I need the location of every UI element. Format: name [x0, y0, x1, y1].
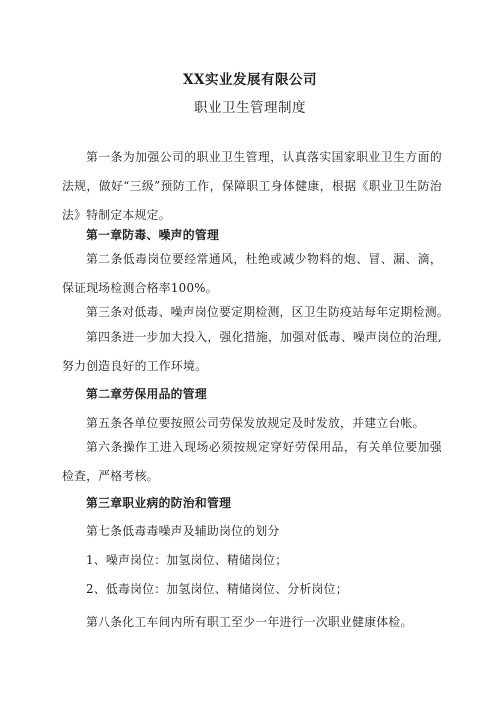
list-item-2: 2、低毒岗位：加氢岗位、精储岗位、分析岗位； — [86, 582, 348, 596]
document-title: 职业卫生管理制度 — [194, 100, 306, 116]
list-item-1: 1、噪声岗位：加氢岗位、精储岗位； — [86, 553, 288, 567]
article-2: 第二条低毒岗位要经常通风，杜绝或减少物料的炮、冒、漏、滴，保证现场检测合格率100%。 — [62, 252, 442, 295]
article-7: 第七条低毒毒噪声及辅助岗位的划分 — [86, 524, 280, 538]
article-8: 第八条化工车间内所有职工至少一年进行一次职业健康体检。 — [86, 615, 413, 629]
chapter-3-heading: 第三章职业病的防治和管理 — [86, 496, 232, 510]
chapter-1-heading: 第一章防毒、噪声的管理 — [86, 228, 220, 242]
article-6: 第六条操作工进入现场必须按规定穿好劳保用品，有关单位要加强检查，严格考核。 — [62, 440, 442, 483]
article-4: 第四条进一步加大投入，强化措施，加强对低毒、噪声岗位的治理,努力创造良好的工作环境。 — [62, 330, 442, 373]
article-1: 第一条为加强公司的职业卫生管理，认真落实国家职业卫生方面的法规，做好“三级”预防工作，保障职工身体健康，根据《职业卫生防治法》特制定本规定。 — [62, 150, 442, 222]
chapter-2-heading: 第二章劳保用品的管理 — [86, 387, 207, 401]
company-title: XX实业发展有限公司 — [183, 72, 317, 88]
article-5: 第五条各单位要按照公司劳保发放规定及时发放，并建立台帐。 — [86, 416, 425, 430]
article-3: 第三条对低毒、噪声岗位要定期检测，区卫生防疫站每年定期检测。 — [86, 305, 449, 319]
